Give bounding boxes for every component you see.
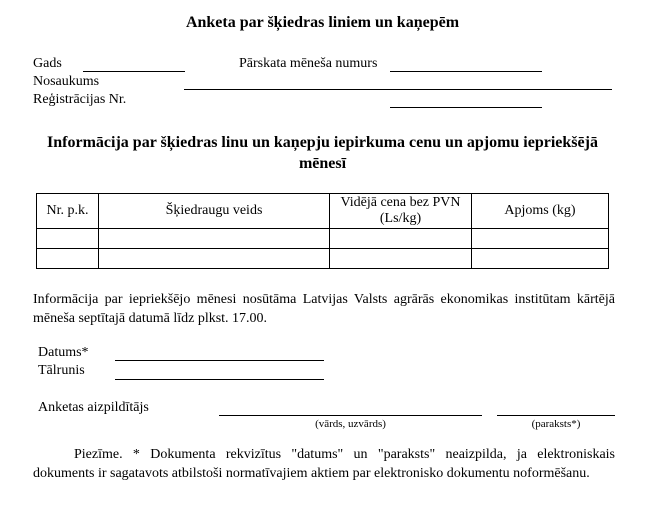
name-caption: (vārds, uzvārds) xyxy=(315,418,386,430)
year-field[interactable] xyxy=(83,71,185,72)
table-cell[interactable] xyxy=(37,229,99,249)
month-field[interactable] xyxy=(390,71,542,72)
registration-field[interactable] xyxy=(390,107,542,108)
filler-name-field[interactable] xyxy=(219,415,482,416)
month-label: Pārskata mēneša numurs xyxy=(239,56,378,71)
signature-field[interactable] xyxy=(497,415,615,416)
data-table xyxy=(36,193,609,269)
section-title: Informācija par šķiedras linu un kaņepju iepirkuma cenu un apjomu iepriekšējā mēnesī xyxy=(47,134,598,172)
phone-field[interactable] xyxy=(115,379,324,380)
filler-label: Anketas aizpildītājs xyxy=(38,400,149,415)
table-cell[interactable] xyxy=(472,249,609,269)
year-label: Gads xyxy=(33,56,62,71)
name-field[interactable] xyxy=(184,89,612,90)
column-header-number: Nr. p.k. xyxy=(37,194,99,229)
registration-label: Reģistrācijas Nr. xyxy=(33,92,127,107)
note-paragraph: Piezīme. * Dokumenta rekvizītus "datums" un "paraksts" neaizpilda, ja elektroniskais dokuments ir sagatavots atbilstoši normatīvajiem aktiem par elektronisko dokumentu noformēšanu. xyxy=(33,447,615,481)
date-label: Datums* xyxy=(38,345,89,360)
table-cell[interactable] xyxy=(37,249,99,269)
table-row xyxy=(37,249,609,269)
phone-label: Tālrunis xyxy=(38,363,85,378)
name-label: Nosaukums xyxy=(33,74,100,89)
date-field[interactable] xyxy=(115,360,324,361)
table-row xyxy=(37,229,609,249)
signature-caption: (paraksts*) xyxy=(531,418,581,430)
info-paragraph: Informācija par iepriekšējo mēnesi nosūtāma Latvijas Valsts agrārās ekonomikas institūtam kārtējā mēneša septītajā datumā līdz plkst. 17.00. xyxy=(33,292,615,326)
column-header-volume: Apjoms (kg) xyxy=(472,194,609,229)
column-header-crop-type: Šķiedraugu veids xyxy=(99,194,330,229)
table-cell[interactable] xyxy=(472,229,609,249)
table-cell[interactable] xyxy=(99,229,330,249)
table-cell[interactable] xyxy=(330,249,472,269)
column-header-avg-price: Vidējā cena bez PVN (Ls/kg) xyxy=(330,194,472,229)
form-title: Anketa par šķiedras liniem un kaņepēm xyxy=(185,14,460,31)
table-cell[interactable] xyxy=(330,229,472,249)
table-cell[interactable] xyxy=(99,249,330,269)
